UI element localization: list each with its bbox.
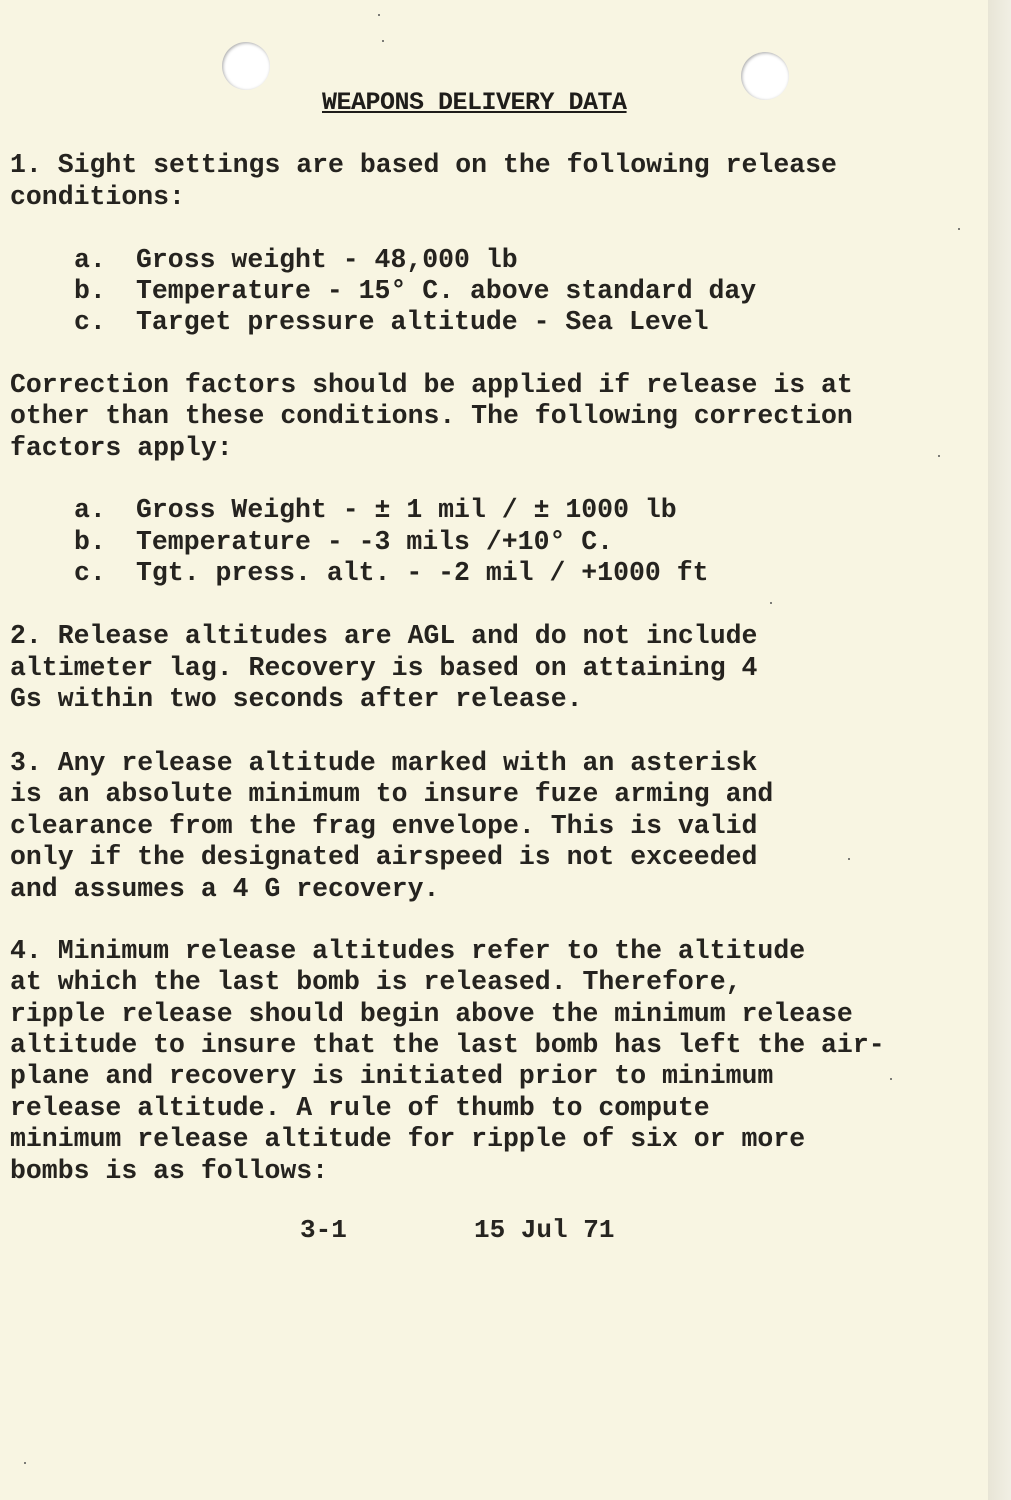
paper-speck [848,858,850,860]
paragraph-line: plane and recovery is initiated prior to minimum [10,1061,774,1091]
paragraph-line: Gs within two seconds after release. [10,684,583,714]
list-item-label: c. [74,558,106,588]
paragraph-line: ripple release should begin above the minimum release [10,999,853,1029]
list-item-label: b. [74,276,106,306]
paper-speck [890,1078,892,1080]
page-number: 3-1 [300,1215,347,1245]
paragraph-line: 4. Minimum release altitudes refer to the altitude [10,936,806,966]
list-item-label: a. [74,245,106,275]
paragraph-line: Correction factors should be applied if release is at [10,370,853,400]
list-item-label: b. [74,527,106,557]
document-title: WEAPONS DELIVERY DATA [322,88,627,117]
card-edge [988,0,1011,1500]
paragraph-line: at which the last bomb is released. Therefore, [10,967,742,997]
paper-speck [378,14,380,16]
paper-speck [770,602,772,604]
paragraph-line: 1. Sight settings are based on the following release [10,150,837,180]
list-item-label: a. [74,495,106,525]
paper-speck [958,228,960,230]
list-item-text: Temperature - -3 mils /+10° C. [136,527,614,557]
paper-speck [382,40,384,42]
paragraph-line: altitude to insure that the last bomb has left the air- [10,1030,885,1060]
paragraph-line: 2. Release altitudes are AGL and do not include [10,621,758,651]
paper-speck [24,1462,26,1464]
paragraph-line: and assumes a 4 G recovery. [10,874,440,904]
paragraph-line: other than these conditions. The following correction [10,401,853,431]
list-item-text: Gross Weight - ± 1 mil / ± 1000 lb [136,495,677,525]
punch-hole [741,52,789,100]
list-item-label: c. [74,307,106,337]
paragraph-line: only if the designated airspeed is not exceeded [10,842,758,872]
paragraph-line: minimum release altitude for ripple of six or more [10,1124,806,1154]
paragraph-line: clearance from the frag envelope. This is valid [10,811,758,841]
document-date: 15 Jul 71 [474,1215,615,1245]
punch-hole [222,42,270,90]
list-item-text: Gross weight - 48,000 lb [136,245,518,275]
paper-speck [938,455,940,457]
list-item-text: Target pressure altitude - Sea Level [136,307,709,337]
paragraph-line: is an absolute minimum to insure fuze arming and [10,779,774,809]
paragraph-line: bombs is as follows: [10,1156,329,1186]
list-item-text: Temperature - 15° C. above standard day [136,276,757,306]
paragraph-line: conditions: [10,182,185,212]
paragraph-line: release altitude. A rule of thumb to compute [10,1093,710,1123]
paragraph-line: factors apply: [10,433,233,463]
list-item-text: Tgt. press. alt. - -2 mil / +1000 ft [136,558,709,588]
paragraph-line: altimeter lag. Recovery is based on attaining 4 [10,653,758,683]
paragraph-line: 3. Any release altitude marked with an asterisk [10,748,758,778]
